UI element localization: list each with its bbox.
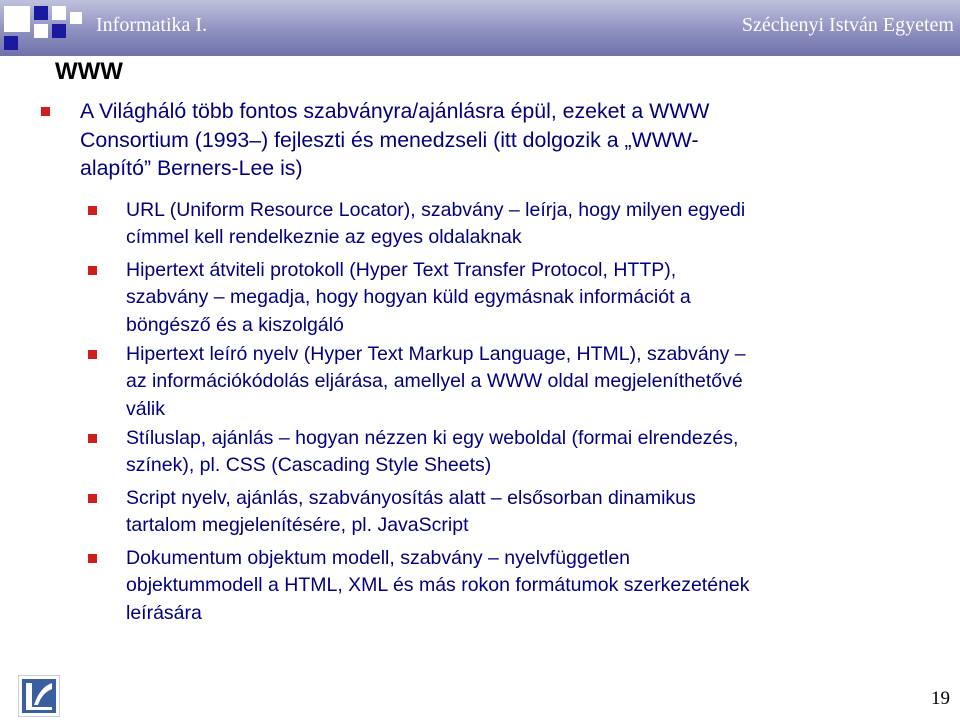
square-bullet-icon (88, 494, 97, 503)
square-bullet-icon (88, 554, 97, 563)
bullet-text-line: Script nyelv, ajánlás, szabványosítás alatt – elsősorban dinamikus (126, 487, 696, 509)
slide-title: WWW (55, 58, 123, 85)
main-bullet-item (80, 97, 709, 183)
bullet-text-line: az információkódolás eljárása, amellyel a WWW oldal megjeleníthetővé (126, 370, 743, 393)
bullet-text-line: címmel kell rendelkeznie az egyes oldalaknak (126, 226, 522, 249)
bullet-text-line: Consortium (1993–) fejleszti és menedzseli (itt dolgozik a „WWW- (80, 127, 699, 152)
bullet-text-line: szabvány – megadja, hogy hogyan küld egymásnak információt a (126, 286, 691, 309)
bullet-text-line: tartalom megjelenítésére, pl. JavaScript (126, 514, 469, 537)
sub-bullet-item (126, 545, 750, 627)
bullet-text-line: objektummodell a HTML, XML és más rokon formátumok szerkezetének (126, 574, 750, 597)
square-bullet-icon (88, 266, 97, 275)
bullet-text-line: URL (Uniform Resource Locator), szabvány – leírja, hogy milyen egyedi (126, 199, 746, 221)
bullet-text-line: alapító” Berners-Lee is) (80, 156, 303, 180)
bullet-text-line: Hipertext leíró nyelv (Hyper Text Markup Language, HTML), szabvány – (126, 343, 746, 365)
sub-bullet-item (126, 197, 745, 252)
header-logo-squares-icon (0, 0, 90, 56)
bullet-text-line: Stíluslap, ajánlás – hogyan nézzen ki egy weboldal (formai elrendezés, (126, 427, 739, 449)
sub-bullet-item (126, 425, 738, 480)
bullet-text-line: Dokumentum objektum modell, szabvány – nyelvfüggetlen (126, 547, 631, 569)
sub-bullet-item (126, 485, 696, 540)
square-bullet-icon (41, 107, 50, 116)
university-name: Széchenyi István Egyetem (741, 14, 954, 36)
bullet-text-line: Hipertext átviteli protokoll (Hyper Text Transfer Protocol, HTTP), (126, 259, 677, 281)
bullet-text-line: színek), pl. CSS (Cascading Style Sheets) (126, 454, 492, 477)
bullet-text-line: böngésző és a kiszolgáló (126, 313, 344, 336)
sub-bullet-item (126, 341, 746, 423)
bullet-text-line: A Világháló több fontos szabványra/ajánlásra épül, ezeket a WWW (80, 99, 710, 123)
square-bullet-icon (88, 350, 97, 359)
bullet-text-line: leírására (126, 601, 202, 624)
university-logo-icon (18, 675, 60, 717)
square-bullet-icon (88, 434, 97, 443)
square-bullet-icon (88, 206, 97, 215)
bullet-text-line: válik (126, 397, 166, 420)
sub-bullet-item (126, 257, 691, 339)
page-number: 19 (931, 688, 950, 709)
course-title: Informatika I. (96, 14, 208, 36)
